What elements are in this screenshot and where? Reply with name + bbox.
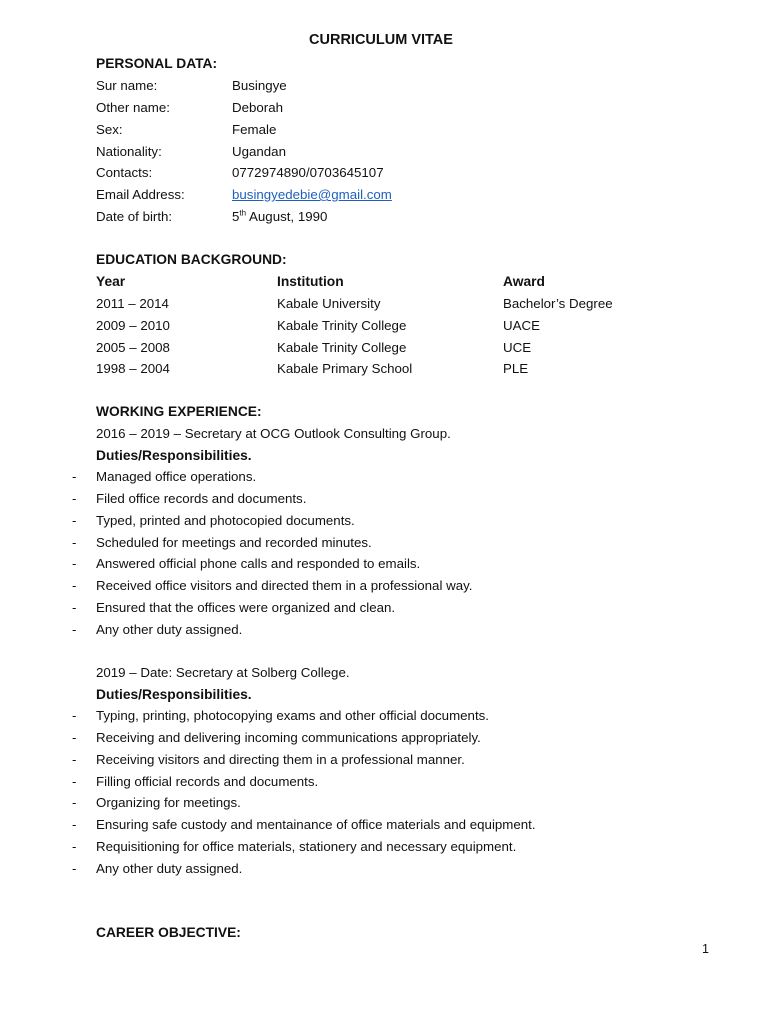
- education-col-year: Year: [96, 274, 126, 289]
- duty-text: Requisitioning for office materials, stationery and necessary equipment.: [96, 839, 517, 854]
- nationality-label: Nationality:: [96, 144, 162, 159]
- education-row-year: 2005 – 2008: [96, 340, 170, 355]
- education-col-award: Award: [503, 274, 545, 289]
- bullet-dash: -: [72, 839, 77, 854]
- education-row-institution: Kabale University: [277, 296, 381, 311]
- document-title: CURRICULUM VITAE: [309, 32, 453, 48]
- surname-value: Busingye: [232, 78, 287, 93]
- dob-day-suffix: th: [239, 208, 247, 218]
- other-name-value: Deborah: [232, 100, 284, 115]
- education-row-year: 1998 – 2004: [96, 361, 170, 376]
- education-row-institution: Kabale Trinity College: [277, 340, 407, 355]
- education-row-award: UACE: [503, 318, 540, 333]
- duty-text: Answered official phone calls and responded to emails.: [96, 556, 421, 571]
- bullet-dash: -: [72, 752, 77, 767]
- dob-label: Date of birth:: [96, 209, 173, 224]
- duty-text: Receiving visitors and directing them in a professional manner.: [96, 752, 465, 767]
- sex-value: Female: [232, 122, 277, 137]
- education-row-institution: Kabale Primary School: [277, 361, 413, 376]
- duties-heading: Duties/Responsibilities.: [96, 448, 252, 463]
- email-link[interactable]: busingyedebie@gmail.com: [232, 187, 392, 202]
- bullet-dash: -: [72, 861, 77, 876]
- dob-month-year: August, 1990: [246, 209, 328, 224]
- bullet-dash: -: [72, 795, 77, 810]
- sex-label: Sex:: [96, 122, 123, 137]
- bullet-dash: -: [72, 730, 77, 745]
- duty-text: Filed office records and documents.: [96, 491, 307, 506]
- duty-text: Ensured that the offices were organized and clean.: [96, 600, 396, 615]
- duty-text: Any other duty assigned.: [96, 861, 243, 876]
- bullet-dash: -: [72, 817, 77, 832]
- education-row-award: PLE: [503, 361, 529, 376]
- bullet-dash: -: [72, 513, 77, 528]
- working-experience-heading: WORKING EXPERIENCE:: [96, 404, 262, 419]
- nationality-value: Ugandan: [232, 144, 286, 159]
- email-label: Email Address:: [96, 187, 185, 202]
- dob-value: [232, 208, 327, 226]
- other-name-label: Other name:: [96, 100, 170, 115]
- duty-text: Scheduled for meetings and recorded minutes.: [96, 535, 372, 550]
- bullet-dash: -: [72, 535, 77, 550]
- bullet-dash: -: [72, 469, 77, 484]
- duty-text: Typed, printed and photocopied documents.: [96, 513, 355, 528]
- contacts-label: Contacts:: [96, 165, 153, 180]
- education-row-award: UCE: [503, 340, 532, 355]
- duty-text: Any other duty assigned.: [96, 622, 243, 637]
- education-row-year: 2009 – 2010: [96, 318, 170, 333]
- duty-text: Filling official records and documents.: [96, 774, 319, 789]
- page-number: 1: [702, 942, 709, 956]
- bullet-dash: -: [72, 600, 77, 615]
- bullet-dash: -: [72, 556, 77, 571]
- duty-text: Receiving and delivering incoming communications appropriately.: [96, 730, 481, 745]
- contacts-value: 0772974890/0703645107: [232, 165, 384, 180]
- bullet-dash: -: [72, 708, 77, 723]
- duties-heading: Duties/Responsibilities.: [96, 687, 252, 702]
- education-row-year: 2011 – 2014: [96, 296, 169, 311]
- duty-text: Managed office operations.: [96, 469, 257, 484]
- dob-day: 5: [232, 209, 240, 224]
- duty-text: Typing, printing, photocopying exams and other official documents.: [96, 708, 489, 723]
- job-title: 2019 – Date: Secretary at Solberg College.: [96, 665, 350, 680]
- personal-data-heading: PERSONAL DATA:: [96, 56, 218, 71]
- education-col-institution: Institution: [277, 274, 344, 289]
- bullet-dash: -: [72, 622, 77, 637]
- bullet-dash: -: [72, 774, 77, 789]
- education-heading: EDUCATION BACKGROUND:: [96, 252, 287, 267]
- job-title: 2016 – 2019 – Secretary at OCG Outlook Consulting Group.: [96, 426, 451, 441]
- duty-text: Organizing for meetings.: [96, 795, 241, 810]
- duty-text: Received office visitors and directed them in a professional way.: [96, 578, 473, 593]
- career-objective-heading: CAREER OBJECTIVE:: [96, 925, 241, 940]
- education-row-award: Bachelor’s Degree: [503, 296, 613, 311]
- bullet-dash: -: [72, 491, 77, 506]
- bullet-dash: -: [72, 578, 77, 593]
- surname-label: Sur name:: [96, 78, 158, 93]
- duty-text: Ensuring safe custody and mentainance of office materials and equipment.: [96, 817, 536, 832]
- education-row-institution: Kabale Trinity College: [277, 318, 407, 333]
